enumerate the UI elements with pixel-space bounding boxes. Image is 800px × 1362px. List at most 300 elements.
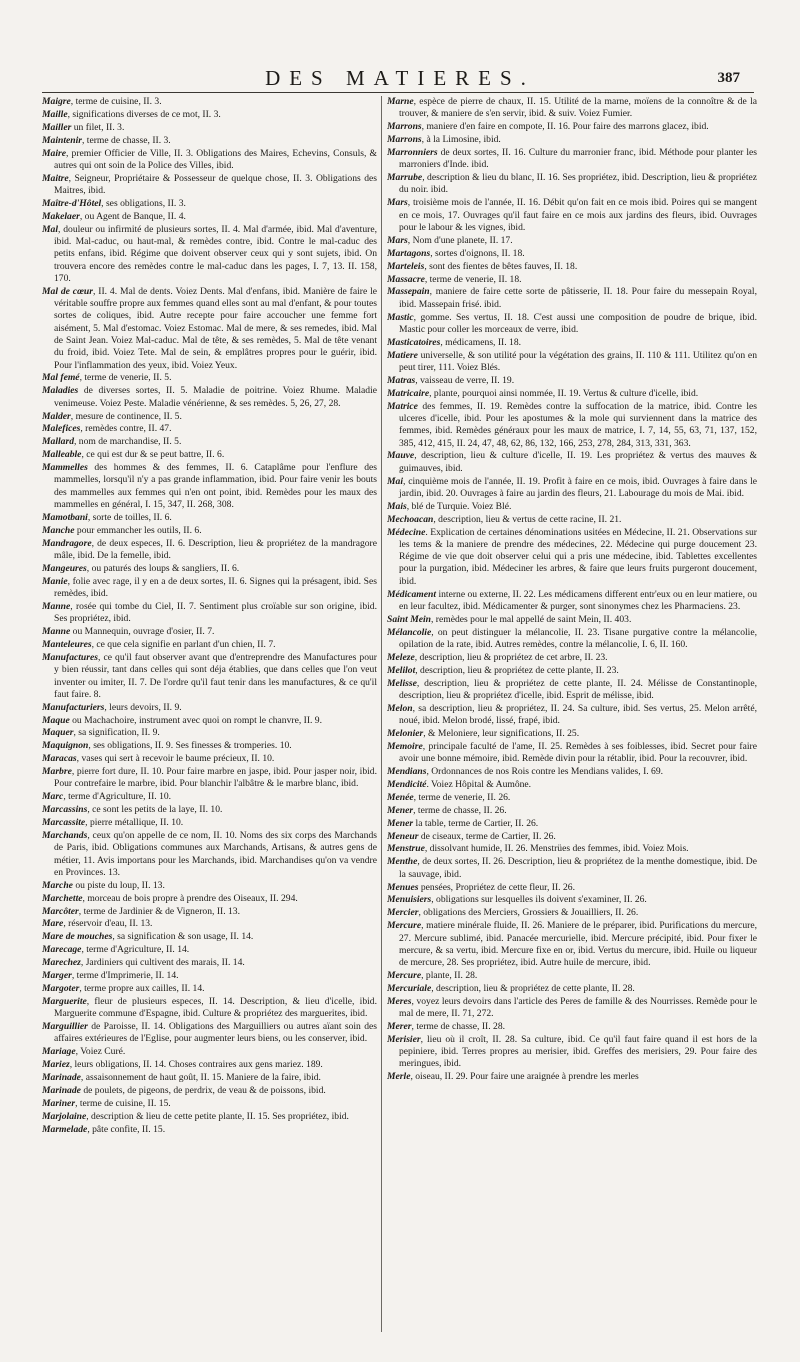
index-entry [42, 538, 377, 563]
index-entry-text: , description & lieu de cette petite plante, II. 15. Ses propriétez, ibid. [86, 1110, 349, 1122]
index-entry [387, 450, 757, 475]
index-entry-text: , à la Limosine, ibid. [421, 134, 501, 146]
index-headword: Matrice [387, 400, 418, 412]
index-headword: Maque [42, 714, 70, 726]
index-entry-text: , significations diverses de ce mot, II. 3. [67, 108, 221, 120]
index-column-right [387, 96, 757, 1340]
index-headword: Marechez [42, 957, 81, 969]
index-entry-text: , obligations des Merciers, Grossiers & Jouailliers, II. 26. [418, 907, 639, 919]
index-entry-text: , gomme. Ses vertus, II. 18. C'est aussi une composition de poudre de brique, ibid. Mastic pour coller les morceaux de verre, ibid. [399, 311, 757, 335]
index-entry-text: , II. 4. Mal de dents. Voiez Dents. Mal d'enfans, ibid. Manière de faire le véritable souffre propre aux femmes quand elles sont au mal d'enfant, & pour toutes sortes de coliques, ibid. Autre recepte pour faire accoucher une femme fort aisément, 5. Mal d'estomac. Voiez Estomac. Mal de mere, & ses remedes, ibid. Mal de Saint Jean. Voiez Mal-caduc. Mal de tête, & ses remèdes, 5. Mal de tête venant du froid, ibid. Voiez Tete. Mal de sein, & emplâtres propres pour le guérir, ibid. Pour l'inflammation des yeux, ibid. Voiez Yeux. [54, 285, 377, 371]
index-entry-text: interne ou externe, II. 22. Les médicamens different entr'eux ou en leur matiere, ou en leur facultez, ibid. Médicamenter & purger, sont sinonymes chez les Pharmaciens. 23. [399, 588, 757, 612]
index-entry-text: , assaisonnement de haut goût, II. 15. Maniere de la faire, ibid. [80, 1071, 321, 1083]
index-headword: Mélancolie [387, 626, 432, 638]
index-entry-text: , pâte confite, II. 15. [87, 1123, 166, 1135]
index-entry-text: , sorte de toilles, II. 6. [87, 511, 172, 523]
index-entry [42, 702, 377, 714]
index-entry [42, 1098, 377, 1110]
index-entry [387, 627, 757, 652]
index-entry [387, 121, 757, 133]
index-headword: Maquer [42, 727, 74, 739]
index-entry [387, 996, 757, 1021]
index-entry-text: , Jardiniers qui cultivent des marais, II. 14. [80, 957, 245, 969]
index-entry-text: , description, lieu & propriétez de cette plante, II. 24. Mélisse de Constantinople, description, lieu & propriétez d'icelle, ibid. Esprit de mélisse, ibid. [399, 677, 757, 701]
index-headword: Mal de cœur [42, 285, 94, 297]
index-entry-text: ou Machachoire, instrument avec quoi on rompt le chanvre, II. 9. [69, 714, 323, 726]
index-entry [387, 476, 757, 501]
index-headword: Memoire [387, 740, 423, 752]
index-headword: Maître-d'Hôtel [42, 197, 102, 209]
index-entry [387, 766, 757, 778]
index-entry-text: , terme d'Agriculture, II. 14. [81, 944, 190, 956]
index-entry [42, 652, 377, 701]
index-entry [42, 109, 377, 121]
index-headword: Merisier [387, 1033, 421, 1045]
index-headword: Masticatoires [387, 336, 441, 348]
index-entry-text: , on peut distinguer la mélancolie, II. 23. Tisane purgative contre la mélancolie, opilation de la rate, ibid. Autres remèdes, contre la mélancolie, I. 6, II. 160. [399, 626, 757, 651]
index-headword: Manie [42, 575, 68, 587]
index-entry-text: ou piste du loup, II. 13. [72, 879, 165, 891]
index-entry-text: , de deux sortes, II. 26. Description, lieu & propriétez de la menthe domestique, ibid. De la sauvage, ibid. [399, 856, 757, 880]
index-entry [387, 741, 757, 766]
index-entry-text: , morceau de bois propre à prendre des Oiseaux, II. 294. [82, 892, 298, 904]
index-entry-text: , ce que cela signifie en parlant d'un chien, II. 7. [91, 639, 276, 651]
index-entry-text: des femmes, II. 19. Remèdes contre la suffocation de la matrice, ibid. Contre les ulceres d'icelle, ibid. Pour les apostumes & la mole qui surviennent dans la matrice des femmes, ibid. Remèdes généraux pour les maux de matrice, I. 7, 14, 55, 63, 71, 137, 152, 385, 412, 415, II. 24, 47, 48, 62, 86, 132, 166, 253, 278, 284, 313, 331, 363. [399, 400, 757, 449]
index-entry [42, 970, 377, 982]
index-entry [42, 173, 377, 198]
index-headword: Meleze [387, 651, 415, 663]
index-headword: Merle [387, 1071, 411, 1083]
index-headword: Mangeures [42, 562, 87, 574]
index-entry [42, 601, 377, 626]
index-entry [42, 1059, 377, 1071]
index-entry-text: , sa signification, II. 9. [73, 727, 160, 739]
index-entry [42, 639, 377, 651]
index-entry-text: , description, lieu & vertus de cette racine, II. 21. [433, 513, 622, 525]
index-entry [42, 944, 377, 956]
index-headword: Mariez [42, 1059, 70, 1071]
index-entry-text: , matiere minérale fluide, II. 26. Maniere de le préparer, ibid. Purifications du mercure, 27. Mercure sublimé, ibid. Panacée mercurielle, ibid. Mercure précipité, ibid. Pour fixer le mercure, & sa vertu, ibid. Mercure fixe en or, ibid. Vertus du mercure, ibid. Huile ou liqueur de mercure, 28. Ses propriétez, ibid. Autre huile de mercure, ibid. [399, 920, 757, 969]
index-headword: Mars [387, 234, 408, 246]
index-entry [387, 401, 757, 450]
index-entry-text: , terme de venerie, II. 5. [79, 372, 172, 384]
index-entry-text: , maniere de faire cette sorte de pâtisserie, II. 18. Pour faire du messepain Royal, ibid. Massepain frisé. ibid. [399, 286, 757, 310]
index-entry-text: , vases qui sert à recevoir le baume précieux, II. 10. [76, 753, 275, 765]
index-headword: Mastic [387, 311, 414, 323]
index-headword: Mallard [42, 436, 74, 448]
index-entry [42, 715, 377, 727]
index-headword: Marcassite [42, 817, 86, 829]
index-headword: Mandragore [42, 537, 92, 549]
index-entry-text: , Nom d'une planete, II. 17. [407, 234, 513, 246]
index-headword: Mener [387, 817, 414, 829]
index-entry [42, 830, 377, 879]
index-entry-text: , leurs obligations, II. 14. Choses contraires aux gens mariez. 189. [69, 1059, 323, 1071]
index-entry-text: , Seigneur, Propriétaire & Possesseur de quelque chose, II. 3. Obligations des Maitres, ibid. [54, 172, 377, 197]
index-entry-text: , terme de venerie, II. 26. [413, 791, 511, 803]
index-headword: Mars [387, 197, 408, 209]
index-headword: Meneur [387, 830, 419, 842]
index-entry-text: , terme de cuisine, II. 15. [75, 1097, 171, 1109]
index-entry [387, 312, 757, 337]
index-headword: Mailler [42, 121, 72, 133]
index-headword: Matricaire [387, 387, 430, 399]
index-entry [387, 248, 757, 260]
index-headword: Malefices [42, 423, 81, 435]
index-entry [42, 411, 377, 423]
index-headword: Mercure [387, 920, 422, 932]
index-entry-text: , plante, II. 28. [421, 970, 478, 982]
index-entry [387, 172, 757, 197]
index-headword: Maracas [42, 753, 77, 765]
index-entry-text: , terme de chasse, II. 26. [413, 804, 507, 816]
running-title: DES MATIERES. [265, 66, 535, 90]
index-column-left [42, 96, 377, 1340]
index-entry [42, 211, 377, 223]
index-headword: Matras [387, 374, 416, 386]
index-entry [387, 843, 757, 855]
index-entry-text: de deux sortes, II. 16. Culture du marronier franc, ibid. Méthode pour planter les marroniers d'Inde. ibid. [399, 146, 757, 171]
index-headword: Marmelade [42, 1123, 88, 1135]
index-entry-text: de diverses sortes, II. 5. Maladie de poitrine. Voiez Rhume. Maladie venimeuse. Voiez Peste. Maladie vénérienne, & ses remèdes. 5, 26, 27, 28. [54, 385, 377, 409]
index-entry [387, 652, 757, 664]
index-entry [387, 856, 757, 881]
index-entry-text: , fleur de plusieurs especes, II. 14. Description, & lieu d'icelle, ibid. Marguerite commune d'Espagne, ibid. Culture & propriétez des marguerites, ibid. [54, 995, 377, 1020]
index-headword: Manufacturiers [42, 701, 105, 713]
index-entry [42, 576, 377, 601]
index-headword: Mendicité [387, 779, 427, 791]
index-headword: Maitre [42, 172, 69, 184]
index-headword: Melon [387, 702, 413, 714]
index-entry [42, 931, 377, 943]
index-entry-text: , ce sont les petits de la laye, II. 10. [87, 804, 223, 816]
index-headword: Maladies [42, 385, 79, 397]
index-entry-text: , médicamens, II. 18. [440, 336, 522, 348]
index-entry [42, 753, 377, 765]
index-entry-text: ou Mannequin, ouvrage d'osier, II. 7. [70, 626, 215, 638]
index-entry-text: , terme de chasse, II. 28. [411, 1020, 506, 1032]
index-entry [42, 893, 377, 905]
index-entry [42, 740, 377, 752]
index-entry [42, 1124, 377, 1136]
index-entry [42, 1046, 377, 1058]
index-headword: Mener [387, 804, 414, 816]
index-headword: Marguerite [42, 995, 87, 1007]
index-entry-text: , remèdes pour le mal appellé de saint Mein, II. 403. [431, 613, 632, 625]
index-headword: Marcassins [42, 804, 88, 816]
index-headword: Menues [387, 881, 419, 893]
index-headword: Malleable [42, 449, 82, 461]
index-headword: Makelaer [42, 210, 80, 222]
index-headword: Margoter [42, 982, 80, 994]
index-entry [387, 779, 757, 791]
index-headword: Marrons [387, 134, 422, 146]
index-headword: Melisse [387, 677, 417, 689]
index-headword: Marchands [42, 830, 88, 841]
index-headword: Manne [42, 626, 71, 638]
index-headword: Marne [387, 96, 414, 107]
index-entry-text: , terme d'Agriculture, II. 10. [63, 791, 172, 803]
index-entry-text: , sa description, lieu & propriétez, II. 24. Sa culture, ibid. Ses vertus, 25. Melon arrêté, noué, ibid. Melon brodé, lissé, frapé, ibid. [399, 702, 757, 727]
index-entry [387, 614, 757, 626]
index-headword: Mendians [387, 766, 427, 778]
index-entry-text: la table, terme de Cartier, II. 26. [413, 817, 539, 829]
index-entry [387, 1034, 757, 1071]
index-entry-text: , terme d'Imprimerie, II. 14. [71, 970, 179, 982]
index-entry [42, 148, 377, 173]
index-headword: Mare [42, 918, 64, 930]
index-entry-text: pour emmancher les outils, II. 6. [74, 524, 202, 536]
index-entry [42, 96, 377, 108]
index-headword: Manufactures [42, 651, 98, 663]
index-headword: Marteleis [387, 260, 425, 272]
index-entry [387, 388, 757, 400]
index-entry [387, 286, 757, 311]
index-entry-text: , troisième mois de l'année, II. 16. Débit qu'on fait en ce mois ibid. Poires qui se mangent en ce mois, 17. Ouvrages qu'il faut faire en ce mois aux jardins des fleurs, ibid. Ouvrages pour le labour & les vignes, ibid. [399, 197, 757, 233]
index-entry [387, 375, 757, 387]
index-entry-text: , cinquième mois de l'année, II. 19. Profit à faire en ce mois, ibid. Ouvrages à faire dans le jardin, ibid. 20. Ouvrages à faire au jardin des fleurs, 21. Labourage du mois de Mai. ibid. [399, 475, 757, 499]
index-entry-text: , ce qu'il faut observer avant que d'entreprendre des Manufactures pour y bien réussir, tant dans celles qui sont déja établies, que dans celles que l'on veut inventer ou imiter, II. 7. De l'ordre qu'il faut tenir dans les manufactures, & ce qu'il faut faire. 8. [54, 651, 377, 700]
index-entry-text: , vaisseau de verre, II. 19. [415, 374, 515, 386]
index-entry-text: , description, lieu & propriétez de cette plante, II. 23. [415, 664, 619, 676]
index-entry [387, 882, 757, 894]
column-divider [381, 96, 382, 1332]
index-headword: Médicament [387, 588, 437, 600]
index-entry [387, 134, 757, 146]
index-entry [387, 96, 757, 121]
index-headword: Maille [42, 108, 68, 120]
index-headword: Manche [42, 524, 75, 536]
index-entry [42, 996, 377, 1021]
index-headword: Marinade [42, 1084, 81, 1096]
index-headword: Marronniers [387, 146, 438, 158]
index-headword: Mauve [387, 450, 415, 462]
index-entry-text: , terme de venerie, II. 18. [424, 273, 522, 285]
index-entry-text: , description, lieu & propriétez de cette plante, II. 28. [431, 982, 635, 994]
index-entry [387, 514, 757, 526]
index-entry-text: , de deux especes, II. 6. Description, lieu & propriétez de la mandragore mâle, ibid. De la femelle, ibid. [54, 537, 377, 561]
index-headword: Mal femé [42, 372, 80, 384]
index-headword: Marche [42, 879, 73, 891]
index-headword: Massepain [387, 286, 430, 298]
index-entry-text: , mesure de continence, II. 5. [70, 410, 182, 422]
index-entry [42, 1021, 377, 1046]
index-headword: Malder [42, 410, 71, 422]
index-headword: Mal [42, 223, 58, 235]
index-entry [42, 512, 377, 524]
index-entry [387, 983, 757, 995]
index-entry [42, 1072, 377, 1084]
index-headword: Marinade [42, 1071, 81, 1083]
index-entry-text: , lieu où il croît, II. 28. Sa culture, ibid. Ce qu'il faut faire quand il est hors de la pepiniere, ibid. Terres propres au merisier, ibid. Greffes des merisiers, 29. Pour faire des meringues, ibid. [399, 1033, 757, 1070]
index-entry-text: , ses obligations, II. 9. Ses finesses & tromperies. 10. [88, 740, 292, 752]
index-entry [42, 423, 377, 435]
index-entry [387, 589, 757, 614]
index-headword: Mechoacan [387, 513, 434, 525]
index-entry-text: , nom de marchandise, II. 5. [74, 436, 182, 448]
index-entry [387, 970, 757, 982]
index-entry-text: , ceux qu'on appelle de ce nom, II. 10. Noms des six corps des Marchands de Paris, ibid. Obligations communes aux Marchands, Artisans, & autres gens de métier, 11. Avis importans pour les Marchands, ibid. Marchandises qu'on va vendre en Provinces. 13. [54, 830, 377, 878]
index-entry [42, 135, 377, 147]
index-entry-text: , terme de Jardinier & de Vigneron, II. 13. [78, 905, 241, 917]
index-entry-text: , sa signification & son usage, II. 14. [112, 931, 254, 943]
index-entry [387, 337, 757, 349]
index-entry-text: de ciseaux, terme de Cartier, II. 26. [418, 830, 556, 842]
index-entry [42, 385, 377, 410]
index-entry-text: . Voiez Hôpital & Aumône. [426, 779, 532, 791]
index-entry-text: , dissolvant humide, II. 26. Menstrües des femmes, ibid. Voiez Mois. [424, 843, 689, 855]
header-rule [42, 92, 754, 93]
index-headword: Maquignon [42, 740, 89, 752]
index-entry [42, 957, 377, 969]
index-entry-text: de poulets, de pigeons, de perdrix, de veau & de poissons, ibid. [80, 1084, 326, 1096]
index-entry [42, 224, 377, 285]
index-entry [42, 462, 377, 511]
index-headword: Maire [42, 147, 66, 159]
index-entry-text: . Explication de certaines dénominations usitées en Médecine, II. 21. Observations sur les tems & la maniere de prendre des médecines, 22. Médecine qui purge doucement 23. Régime de vie que doit observer celui qui a pris une médecine, ibid. Tablettes excellentes pour la purgation, ibid. Médeciner les arbres, & faire que leurs fruits purgeront doucement, ibid. [399, 526, 757, 587]
index-entry [387, 894, 757, 906]
index-entry [42, 906, 377, 918]
index-entry-text: , Ordonnances de nos Rois contre les Mendians valides, I. 69. [426, 766, 664, 778]
index-entry-text: , description, lieu & propriétez de cet arbre, II. 23. [414, 651, 608, 663]
index-entry [387, 907, 757, 919]
index-headword: Menthe [387, 856, 418, 868]
index-entry [42, 563, 377, 575]
index-headword: Menée [387, 791, 414, 803]
index-headword: Merer [387, 1020, 412, 1032]
index-entry [42, 1085, 377, 1097]
index-headword: Marc [42, 791, 64, 803]
index-entry-text: pensées, Propriétez de cette fleur, II. 26. [418, 881, 575, 893]
index-entry [387, 665, 757, 677]
index-entry-text: , obligations sur lesquelles ils doivent s'examiner, II. 26. [431, 894, 647, 906]
index-entry-text: , & Meloniere, leur significations, II. 25. [423, 728, 580, 740]
index-entry-text: , oiseau, II. 29. Pour faire une araignée à prendre les merles [410, 1071, 639, 1083]
index-entry [387, 818, 757, 830]
index-entry [387, 261, 757, 273]
index-headword: Maigre [42, 96, 71, 107]
index-entry [387, 1021, 757, 1033]
index-entry-text: des hommes & des femmes, II. 6. Cataplâme pour l'enflure des mammelles, lorsqu'il n'y a pas grande inflammation, ibid. Pour faire venir les bouts des mammelles aux femmes qui n'en ont point, ibid. Remèdes pour les maux des mammelles en général, I. 15, 347, II. 268, 308. [54, 462, 377, 510]
index-entry-text: , voyez leurs devoirs dans l'article des Peres de famille & des Nourrisses. Remède pour le mal de mere, II. 71, 272. [399, 995, 757, 1020]
index-entry [42, 372, 377, 384]
index-headword: Mercuriale [387, 982, 432, 994]
index-entry-text: , sont des fientes de bêtes fauves, II. 18. [424, 260, 578, 272]
index-entry-text: , ce qui est dur & se peut battre, II. 6. [81, 449, 225, 461]
index-headword: Mare de mouches [42, 931, 113, 943]
index-headword: Mariner [42, 1097, 76, 1109]
index-headword: Mammelles [42, 462, 88, 474]
index-entry [387, 197, 757, 234]
index-entry-text: , pierre fort dure, II. 10. Pour faire marbre en jaspe, ibid. Pour jasper noir, ibid. Pour contrefaire le marbre, ibid. Pour blanchir l'albâtre & le marbre blanc, ibid. [54, 766, 377, 790]
index-entry-text: , blé de Turquie. Voiez Blé. [406, 500, 512, 512]
index-entry [42, 1111, 377, 1123]
index-entry [387, 728, 757, 740]
index-headword: Manne [42, 600, 71, 612]
index-headword: Martagons [387, 247, 431, 259]
index-headword: Marger [42, 970, 72, 982]
index-headword: Saint Mein [387, 613, 431, 625]
index-headword: Marcôter [42, 905, 79, 917]
index-headword: Marrube [387, 172, 423, 184]
index-headword: Marecage [42, 944, 82, 956]
index-entry [42, 626, 377, 638]
index-entry-text: , description & lieu du blanc, II. 16. Ses propriétez, ibid. Description, lieu & propriétez du noir. ibid. [399, 172, 757, 196]
index-entry [42, 122, 377, 134]
index-headword: Marbre [42, 766, 72, 778]
index-entry [42, 286, 377, 372]
index-entry [387, 792, 757, 804]
index-headword: Meres [387, 995, 412, 1007]
index-entry [42, 804, 377, 816]
index-headword: Melilot [387, 664, 416, 676]
index-headword: Mariage [42, 1046, 76, 1058]
index-headword: Manteleures [42, 639, 92, 651]
index-headword: Marchette [42, 892, 83, 904]
index-entry-text: , Voiez Curé. [75, 1046, 126, 1058]
index-entry-text: , sortes d'oignons, II. 18. [430, 247, 525, 259]
index-headword: Mercier [387, 907, 419, 919]
index-entry [387, 527, 757, 588]
index-entry [42, 525, 377, 537]
index-entry [42, 727, 377, 739]
index-entry [387, 678, 757, 703]
index-entry [387, 501, 757, 513]
index-entry-text: , pierre métallique, II. 10. [85, 817, 184, 829]
index-headword: Melonier [387, 728, 424, 740]
index-entry-text: , terme de cuisine, II. 3. [70, 96, 162, 107]
index-entry [387, 920, 757, 969]
index-entry-text: un filet, II. 3. [71, 121, 125, 133]
index-headword: Matiere [387, 349, 418, 361]
index-entry-text: , folie avec rage, il y en a de deux sortes, II. 6. Signes qui la présagent, ibid. Ses remèdes, ibid. [54, 575, 377, 600]
index-entry [42, 436, 377, 448]
index-entry-text: , remèdes contre, II. 47. [80, 423, 172, 435]
index-entry-text: , terme propre aux cailles, II. 14. [79, 982, 205, 994]
index-entry [42, 198, 377, 210]
index-headword: Mercure [387, 970, 422, 982]
index-headword: Marjolaine [42, 1110, 87, 1122]
index-entry [42, 791, 377, 803]
index-headword: Marrons [387, 121, 422, 133]
index-entry [42, 449, 377, 461]
index-headword: Marguillier [42, 1020, 88, 1032]
index-entry [387, 805, 757, 817]
index-entry [387, 235, 757, 247]
index-headword: Mamotbani [42, 511, 88, 523]
index-entry [387, 831, 757, 843]
index-entry-text: , ou paturés des loups & sangliers, II. 6. [86, 562, 240, 574]
index-entry [42, 918, 377, 930]
page-number: 387 [717, 70, 740, 86]
index-entry [42, 817, 377, 829]
index-entry-text: universelle, & son utilité pour la végétation des grains, II. 110 & 111. Utilitez qu'on en peut tirer, 111. Voiez Blés. [399, 349, 757, 373]
index-headword: Menstrue [387, 843, 425, 855]
index-entry-text: , description, lieu & culture d'icelle, II. 19. Les propriétez & vertus des mauves & guimauves, ibid. [399, 450, 757, 474]
index-entry-text: , terme de chasse, II. 3. [82, 134, 171, 146]
index-entry-text: , espèce de pierre de chaux, II. 15. Utilité de la marne, moïens de la connoître & de la trouver, & maniere de s'en servir, ibid. & suiv. Voiez Fumier. [399, 96, 757, 120]
index-entry-text: , plante, pourquoi ainsi nommée, II. 19. Vertus & culture d'icelle, ibid. [429, 387, 699, 399]
index-entry-text: , principale faculté de l'ame, II. 25. Remèdes à ses foiblesses, ibid. Secret pour faire avoir une bonne mémoire, ibid. Remède divin pour la rétablir, ibid. Pour la recouvrer, ibid. [399, 740, 757, 765]
index-entry [387, 350, 757, 375]
index-headword: Maintenir [42, 134, 82, 146]
index-entry [42, 880, 377, 892]
index-entry [387, 147, 757, 172]
index-entry [42, 766, 377, 791]
index-entry [387, 274, 757, 286]
index-headword: Menuisiers [387, 894, 432, 906]
index-entry-text: , leurs devoirs, II. 9. [104, 701, 182, 713]
